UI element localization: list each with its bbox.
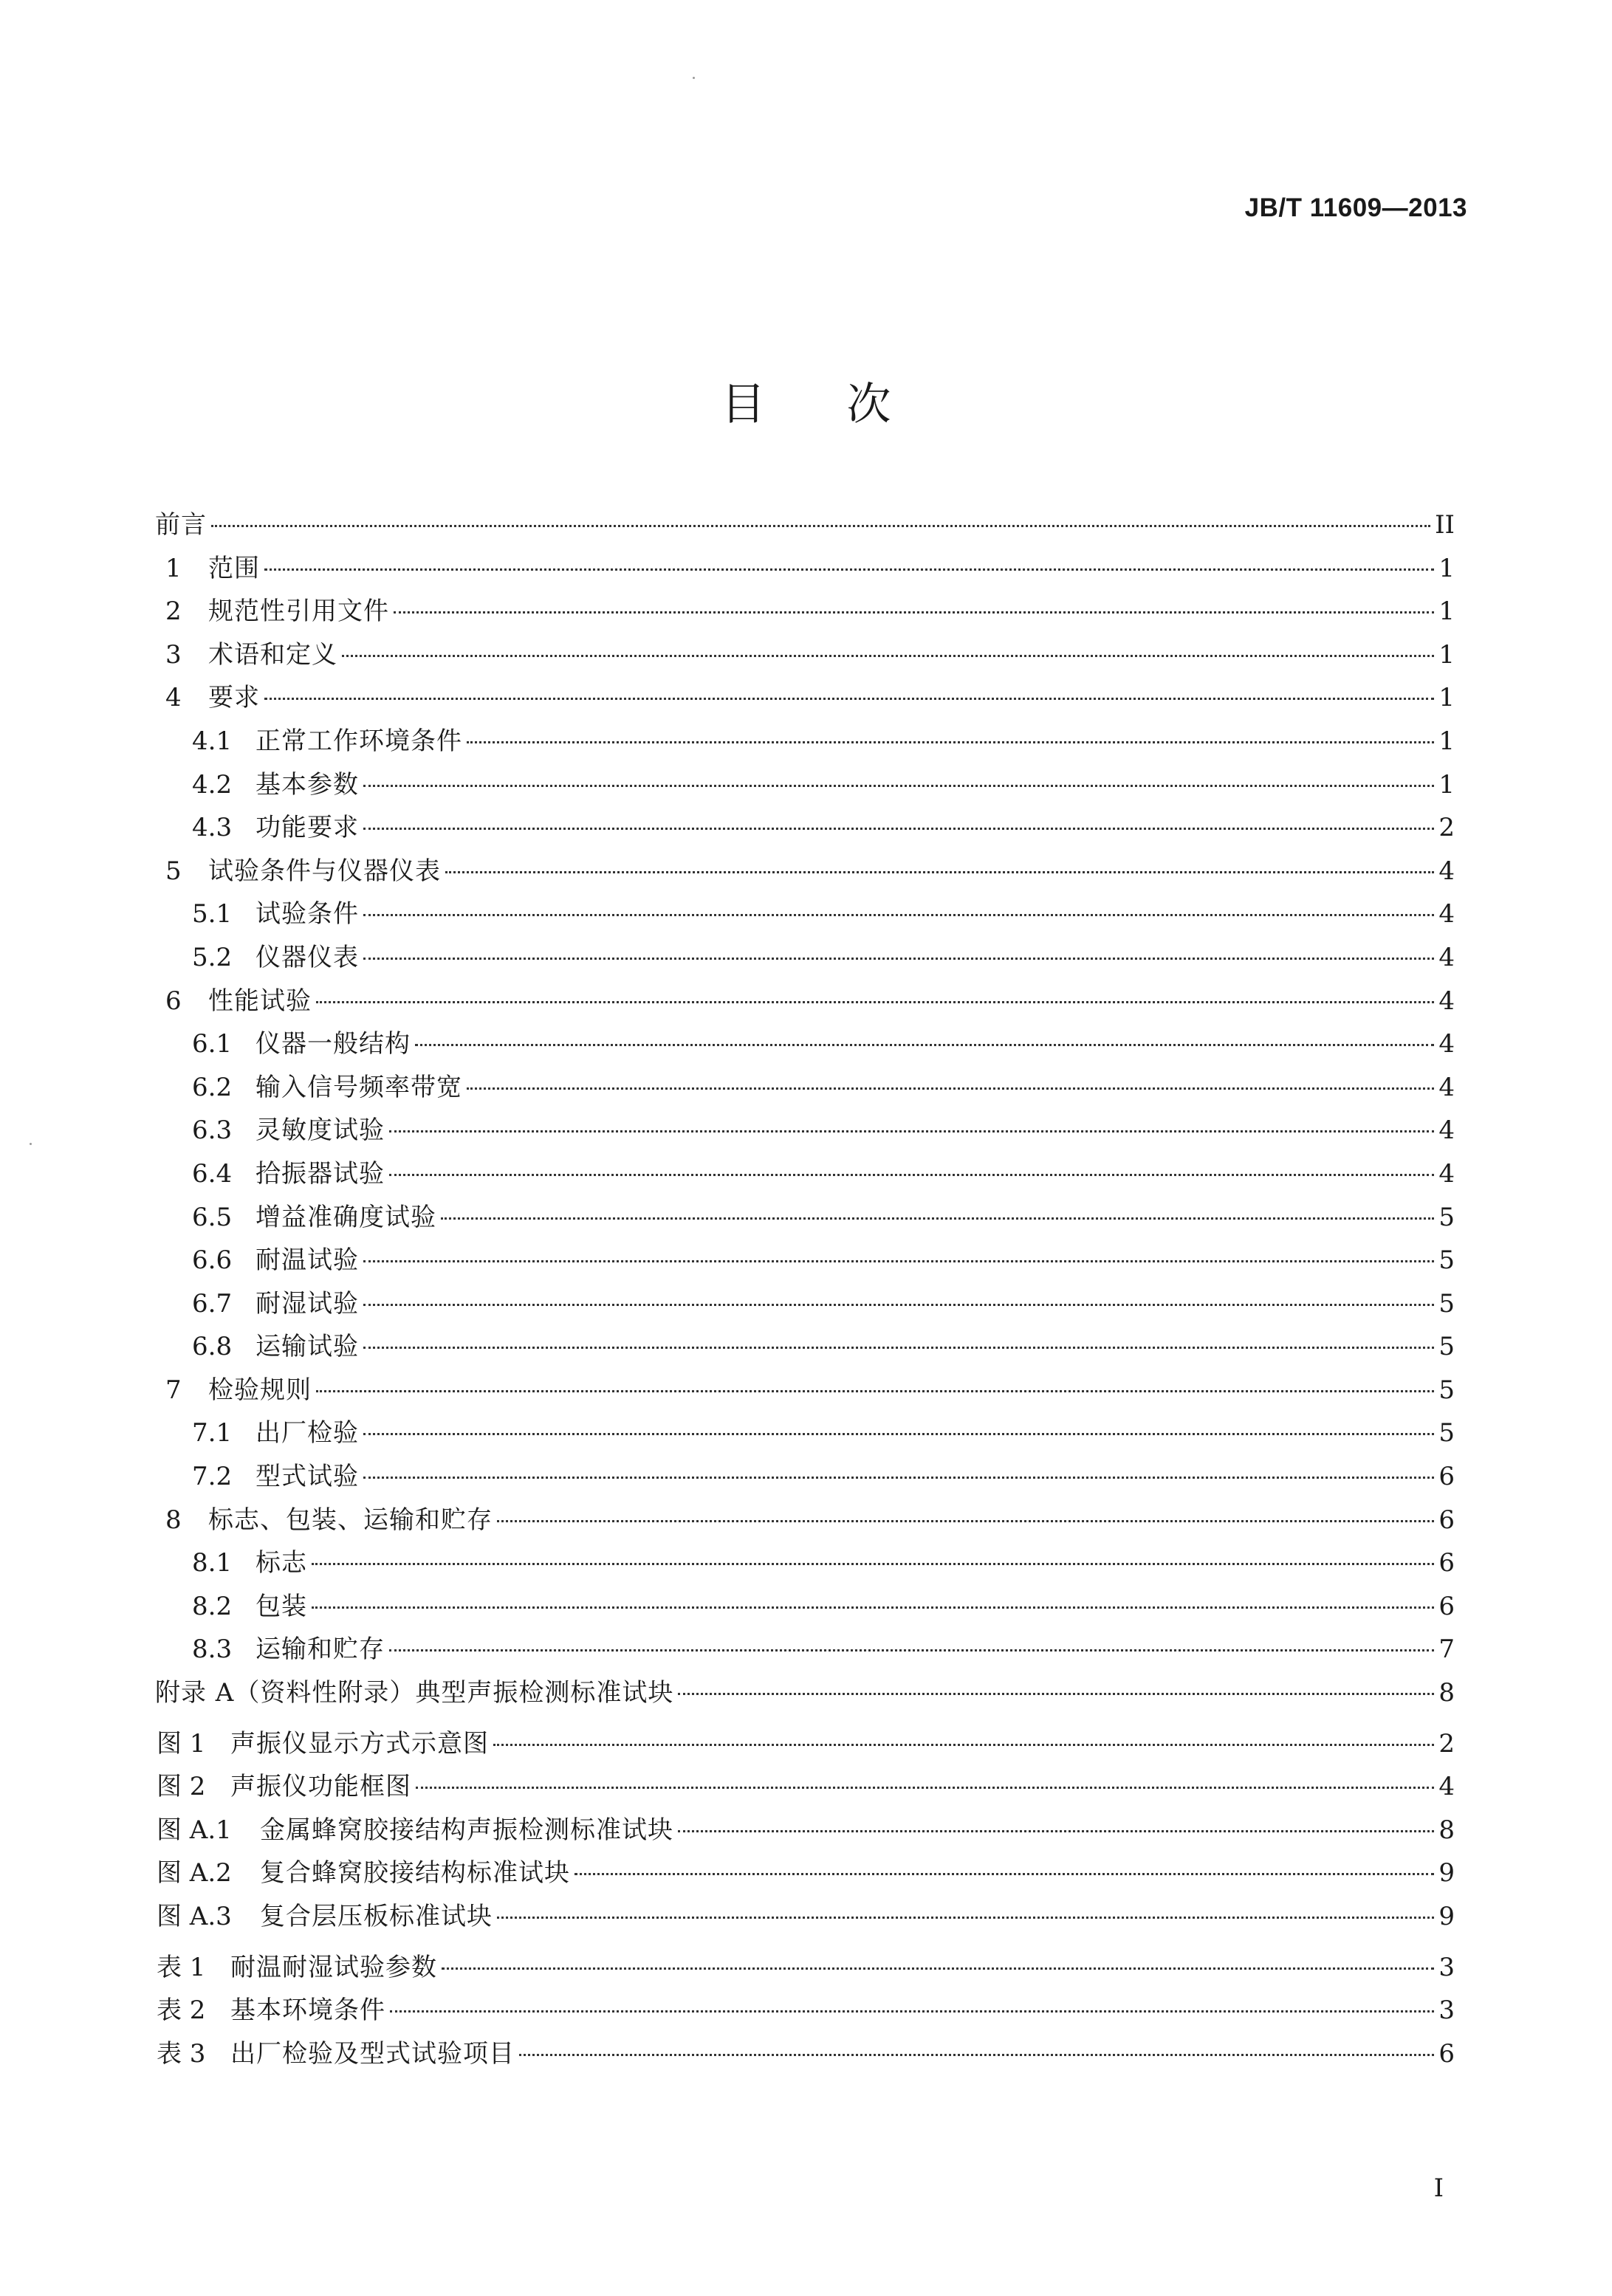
toc-entry[interactable] (155, 1196, 1455, 1240)
dot-leader (445, 871, 1434, 873)
toc-entry[interactable] (155, 1585, 1455, 1629)
toc-entry-number: 6.3 (192, 1116, 233, 1146)
toc-entry-label: 声振仪功能框图 (230, 1772, 411, 1802)
dot-leader (678, 1830, 1434, 1832)
toc-entry-number: 7.1 (192, 1418, 233, 1448)
dot-leader (363, 914, 1434, 916)
toc-entry-page: 8 (1438, 1815, 1455, 1845)
dot-leader (363, 1260, 1434, 1262)
toc-entry-label: 基本环境条件 (230, 1996, 385, 2026)
toc-entry-number: 7.2 (192, 1462, 233, 1492)
toc-entry-label: 包装 (255, 1591, 307, 1621)
toc-entry-number: 图 A.3 (157, 1902, 232, 1931)
toc-entry-page: 7 (1438, 1635, 1455, 1665)
toc-entry-number: 6.2 (192, 1072, 233, 1102)
toc-entry-page: 1 (1438, 553, 1455, 583)
toc-entry-label: 耐湿试验 (255, 1288, 359, 1319)
toc-entry-page: 6 (1438, 1548, 1455, 1578)
toc-entry-page: II (1435, 510, 1455, 540)
dot-leader (467, 741, 1434, 743)
dot-leader (493, 1744, 1434, 1746)
toc-entry-label: 试验条件 (255, 899, 359, 929)
toc-entry-label: 基本参数 (255, 769, 359, 800)
toc-entry[interactable] (155, 590, 1455, 633)
toc-entry-page: 4 (1438, 899, 1455, 929)
toc-entry-page: 4 (1438, 1116, 1455, 1146)
toc-entry-label: 运输和贮存 (255, 1635, 385, 1665)
toc-entry[interactable] (155, 1412, 1455, 1455)
dot-leader (363, 1477, 1434, 1479)
toc-entry-number: 4 (165, 683, 182, 713)
toc-entry-page: 4 (1438, 986, 1455, 1016)
dot-leader (416, 1787, 1434, 1789)
dot-leader (389, 1174, 1434, 1176)
table-of-contents (155, 503, 1455, 2075)
toc-entry-number: 8.2 (192, 1591, 233, 1621)
toc-entry-label: 规范性引用文件 (208, 597, 389, 627)
toc-entry-page: 4 (1438, 1029, 1455, 1059)
dot-leader (394, 611, 1434, 613)
toc-entry-label: 检验规则 (208, 1375, 312, 1405)
dot-leader (211, 525, 1430, 527)
toc-entry-number: 表 3 (157, 2038, 206, 2069)
toc-entry-label: 功能要求 (255, 813, 359, 843)
toc-entry-page: 3 (1438, 1996, 1455, 2026)
dot-leader (519, 2054, 1434, 2056)
toc-entry-label: 附录 A（资料性附录）典型声振检测标准试块 (155, 1678, 674, 1708)
toc-entry[interactable] (155, 1895, 1455, 1939)
dot-leader (575, 1873, 1434, 1875)
dot-leader (363, 785, 1434, 787)
toc-entry-number: 6.8 (192, 1332, 233, 1362)
toc-entry-page: 6 (1438, 1462, 1455, 1492)
dot-leader (441, 1217, 1434, 1220)
dot-leader (312, 1563, 1434, 1565)
toc-entry-number: 图 1 (157, 1728, 206, 1759)
dot-leader (312, 1606, 1434, 1609)
toc-entry-page: 4 (1438, 1072, 1455, 1102)
toc-entry[interactable] (155, 980, 1455, 1023)
toc-entry-label: 灵敏度试验 (255, 1116, 385, 1146)
toc-entry-label: 性能试验 (208, 986, 312, 1016)
toc-entry[interactable] (155, 720, 1455, 763)
toc-entry-page: 4 (1438, 1158, 1455, 1189)
toc-entry-page: 2 (1438, 813, 1455, 843)
scan-speck (693, 77, 695, 79)
toc-entry-number: 图 A.1 (157, 1815, 232, 1845)
toc-entry-page: 6 (1438, 1591, 1455, 1621)
toc-entry-label: 复合蜂窝胶接结构标准试块 (260, 1858, 570, 1888)
toc-entry[interactable] (155, 1722, 1455, 1766)
toc-entry-page: 3 (1438, 1952, 1455, 1982)
toc-entry-number: 表 1 (157, 1952, 206, 1982)
toc-entry-label: 范围 (208, 553, 260, 583)
toc-entry-page: 1 (1438, 639, 1455, 670)
toc-entry[interactable] (155, 503, 1455, 547)
toc-entry-number: 图 2 (157, 1772, 206, 1802)
dot-leader (497, 1917, 1434, 1919)
toc-entry-page: 5 (1438, 1332, 1455, 1362)
toc-entry-number: 5 (165, 856, 182, 886)
toc-entry-number: 1 (165, 553, 182, 583)
dot-leader (363, 828, 1434, 830)
dot-leader (442, 1967, 1434, 1970)
toc-entry[interactable] (155, 1809, 1455, 1852)
toc-entry-number: 5.1 (192, 899, 233, 929)
dot-leader (389, 1130, 1434, 1132)
toc-entry-label: 耐温耐湿试验参数 (230, 1952, 437, 1982)
toc-entry-number: 4.1 (192, 726, 233, 756)
toc-entry-label: 出厂检验及型式试验项目 (230, 2038, 515, 2069)
toc-entry[interactable] (155, 1989, 1455, 2032)
toc-entry-number: 7 (165, 1375, 182, 1405)
toc-entry-label: 运输试验 (255, 1332, 359, 1362)
toc-entry-page: 2 (1438, 1728, 1455, 1759)
dot-leader (467, 1087, 1434, 1090)
toc-entry-label: 仪器仪表 (255, 942, 359, 972)
toc-entry[interactable] (155, 1152, 1455, 1196)
toc-entry-label: 标志 (255, 1548, 307, 1578)
page-number: I (1433, 2173, 1444, 2203)
dot-leader (316, 1001, 1434, 1003)
toc-entry-page: 1 (1438, 683, 1455, 713)
toc-entry[interactable] (155, 1109, 1455, 1152)
toc-entry-label: 术语和定义 (208, 639, 337, 670)
toc-entry-page: 4 (1438, 1772, 1455, 1802)
toc-entry[interactable] (155, 1946, 1455, 1990)
toc-entry-page: 4 (1438, 942, 1455, 972)
toc-entry[interactable] (155, 1852, 1455, 1895)
toc-entry-number: 8.3 (192, 1635, 233, 1665)
toc-entry-number: 6 (165, 986, 182, 1016)
toc-entry-label: 仪器一般结构 (255, 1029, 411, 1059)
toc-entry-number: 3 (165, 639, 182, 670)
dot-leader (342, 655, 1434, 657)
toc-entry[interactable] (155, 1765, 1455, 1809)
toc-entry-label: 声振仪显示方式示意图 (230, 1728, 489, 1759)
toc-entry-number: 6.5 (192, 1202, 233, 1232)
toc-entry[interactable] (155, 2032, 1455, 2076)
dot-leader (363, 1347, 1434, 1349)
toc-entry-label: 正常工作环境条件 (255, 726, 462, 756)
dot-leader (497, 1520, 1434, 1522)
toc-entry-page: 6 (1438, 2038, 1455, 2069)
toc-entry[interactable] (155, 1499, 1455, 1542)
toc-entry-label: 试验条件与仪器仪表 (208, 856, 441, 886)
toc-entry-label: 耐温试验 (255, 1245, 359, 1276)
toc-entry[interactable] (155, 893, 1455, 936)
toc-entry[interactable] (155, 936, 1455, 980)
toc-entry[interactable] (155, 1455, 1455, 1499)
document-code: JB/T 11609—2013 (1244, 193, 1467, 222)
toc-entry-number: 8.1 (192, 1548, 233, 1578)
dot-leader (264, 698, 1434, 700)
toc-entry-page: 1 (1438, 597, 1455, 627)
dot-leader (390, 2010, 1434, 2013)
dot-leader (415, 1044, 1434, 1046)
toc-entry-label: 要求 (208, 683, 260, 713)
toc-entry-page: 5 (1438, 1288, 1455, 1319)
toc-entry-number: 8 (165, 1505, 182, 1535)
dot-leader (678, 1693, 1434, 1695)
toc-entry-number: 图 A.2 (157, 1858, 232, 1888)
toc-entry[interactable] (155, 1066, 1455, 1110)
toc-entry[interactable] (155, 1282, 1455, 1326)
toc-entry[interactable] (155, 1369, 1455, 1412)
toc-entry[interactable] (155, 676, 1455, 720)
toc-entry-label: 前言 (155, 510, 207, 540)
scan-speck (30, 1143, 32, 1145)
toc-entry-page: 9 (1438, 1858, 1455, 1888)
toc-entry[interactable] (155, 633, 1455, 677)
toc-entry-number: 表 2 (157, 1996, 206, 2026)
toc-entry-number: 5.2 (192, 942, 233, 972)
toc-entry-label: 增益准确度试验 (255, 1202, 436, 1232)
dot-leader (363, 1433, 1434, 1435)
toc-entry[interactable] (155, 850, 1455, 893)
toc-entry-number: 2 (165, 597, 182, 627)
toc-entry-page: 4 (1438, 856, 1455, 886)
toc-entry-label: 标志、包装、运输和贮存 (208, 1505, 493, 1535)
toc-entry-page: 5 (1438, 1245, 1455, 1276)
dot-leader (389, 1649, 1434, 1651)
toc-entry[interactable] (155, 1022, 1455, 1066)
toc-entry-number: 6.1 (192, 1029, 233, 1059)
toc-entry[interactable] (155, 1239, 1455, 1282)
toc-entry-page: 6 (1438, 1505, 1455, 1535)
toc-entry[interactable] (155, 806, 1455, 850)
toc-entry[interactable] (155, 1628, 1455, 1671)
toc-entry-page: 1 (1438, 726, 1455, 756)
toc-entry[interactable] (155, 1325, 1455, 1369)
toc-entry[interactable] (155, 763, 1455, 807)
dot-leader (363, 958, 1434, 960)
toc-entry-page: 9 (1438, 1902, 1455, 1931)
toc-entry[interactable] (155, 547, 1455, 591)
toc-entry-label: 出厂检验 (255, 1418, 359, 1448)
toc-entry-label: 拾振器试验 (255, 1158, 385, 1189)
toc-entry-page: 5 (1438, 1202, 1455, 1232)
dot-leader (316, 1390, 1434, 1392)
toc-entry-label: 型式试验 (255, 1462, 359, 1492)
toc-entry-page: 5 (1438, 1375, 1455, 1405)
toc-entry-number: 6.4 (192, 1158, 233, 1189)
dot-leader (264, 568, 1434, 571)
page-title: 目次 (721, 379, 973, 430)
toc-entry-page: 1 (1438, 769, 1455, 800)
toc-entry-number: 6.7 (192, 1288, 233, 1319)
toc-entry-number: 6.6 (192, 1245, 233, 1276)
dot-leader (363, 1304, 1434, 1306)
toc-entry[interactable] (155, 1541, 1455, 1585)
toc-entry-number: 4.2 (192, 769, 233, 800)
toc-entry-label: 复合层压板标准试块 (260, 1902, 493, 1931)
toc-entry-number: 4.3 (192, 813, 233, 843)
toc-entry-label: 金属蜂窝胶接结构声振检测标准试块 (260, 1815, 673, 1845)
toc-entry-label: 输入信号频率带宽 (255, 1072, 462, 1102)
toc-entry-page: 5 (1438, 1418, 1455, 1448)
toc-entry-page: 8 (1438, 1678, 1455, 1708)
toc-entry[interactable] (155, 1671, 1455, 1715)
